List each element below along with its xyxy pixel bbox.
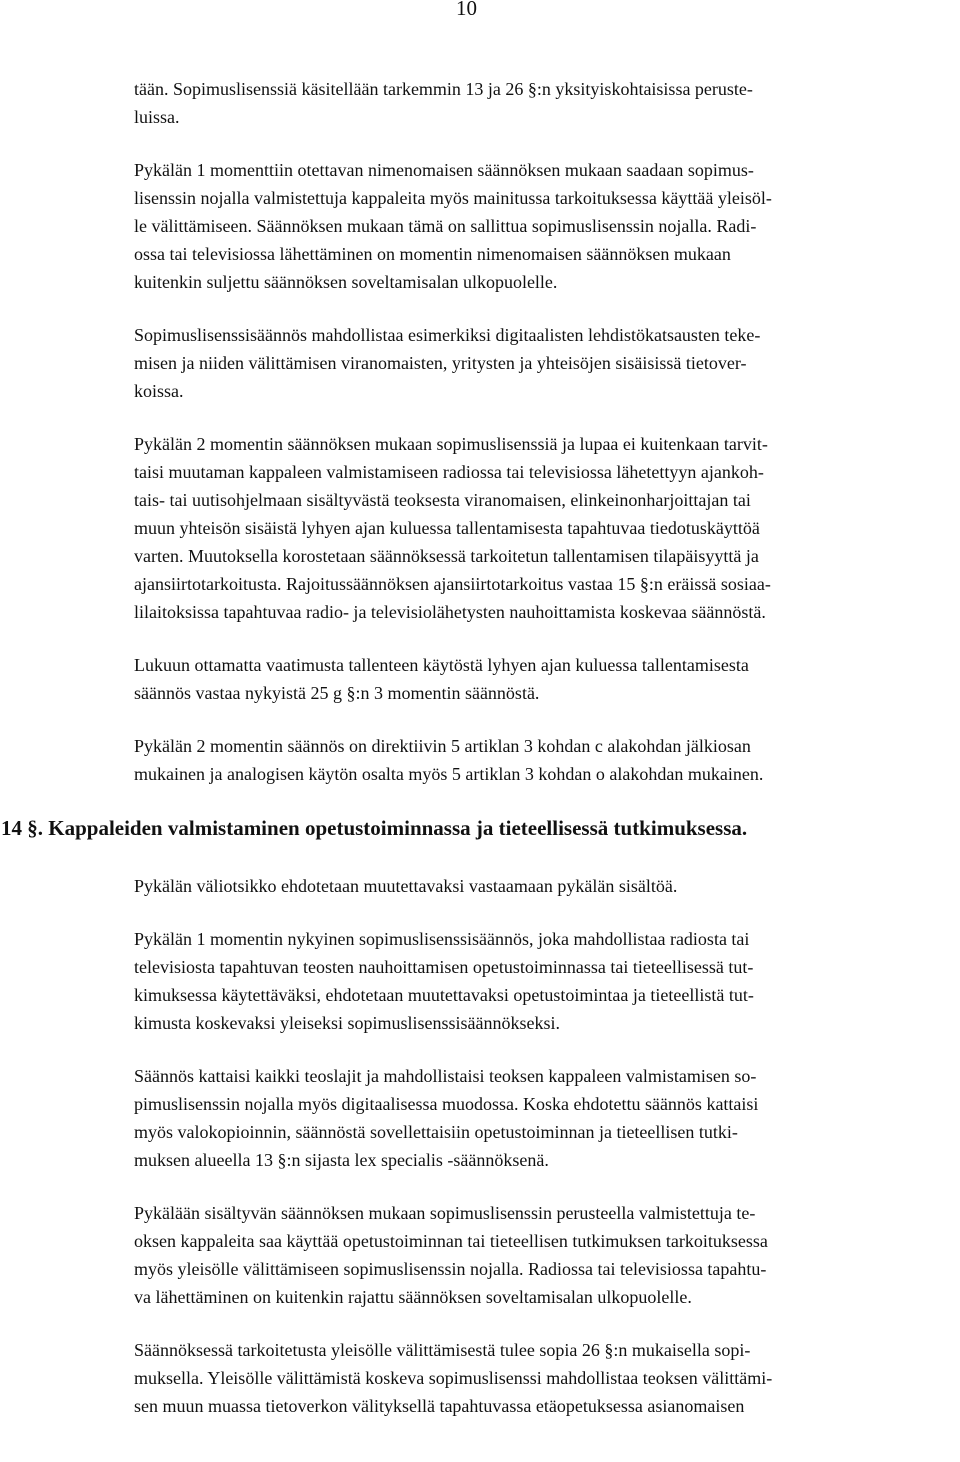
text-line: sen muun muassa tietoverkon välityksellä tapahtuvassa etäopetuksessa asianomaisen (134, 1396, 745, 1416)
paragraph (134, 321, 924, 405)
text-line: Pykälän 1 momentin nykyinen sopimuslisenssisäännös, joka mahdollistaa radiosta tai (134, 929, 750, 949)
text-line: koissa. (134, 381, 184, 401)
text-line: Pykälän 2 momentin säännöksen mukaan sopimuslisenssiä ja lupaa ei kuitenkaan tarvit- (134, 434, 768, 454)
text-line: ossa tai televisiossa lähettäminen on momentin nimenomaisen säännöksen mukaan (134, 244, 731, 264)
text-line: luissa. (134, 107, 180, 127)
paragraph (134, 156, 924, 296)
text-line: misen ja niiden välittämisen viranomaisten, yritysten ja yhteisöjen sisäisissä tietover- (134, 353, 747, 373)
text-line: Pykälän väliotsikko ehdotetaan muutettavaksi vastaamaan pykälän sisältöä. (134, 876, 678, 896)
text-line: le välittämiseen. Säännöksen mukaan tämä on sallittua sopimuslisenssin nojalla. Radi- (134, 216, 757, 236)
text-line: va lähettäminen on kuitenkin rajattu säännöksen soveltamisalan ulkopuolelle. (134, 1287, 692, 1307)
text-line: tään. Sopimuslisenssiä käsitellään tarkemmin 13 ja 26 §:n yksityiskohtaisissa peruste- (134, 79, 753, 99)
document-body (1, 75, 924, 1420)
paragraph (134, 430, 924, 626)
paragraph (134, 925, 924, 1037)
text-line: muksella. Yleisölle välittämistä koskeva sopimuslisenssi mahdollistaa teoksen välittämi- (134, 1368, 773, 1388)
text-line: taisi muutaman kappaleen valmistamiseen radiossa tai televisiossa lähetettyyn ajankoh- (134, 462, 764, 482)
paragraph (134, 1199, 924, 1311)
paragraph (134, 732, 924, 788)
text-line: varten. Muutoksella korostetaan säännöksessä tarkoitetun tallentamisen tilapäisyyttä ja (134, 546, 759, 566)
paragraph (134, 75, 924, 131)
text-line: oksen kappaleita saa käyttää opetustoiminnan tai tieteellisen tutkimuksen tarkoituksessa (134, 1231, 768, 1251)
text-line: muun yhteisön sisäistä lyhyen ajan kuluessa tallentamisesta tapahtuvaa tiedotuskäyttöä (134, 518, 760, 538)
text-line: kuitenkin suljettu säännöksen soveltamisalan ulkopuolelle. (134, 272, 558, 292)
text-line: lisenssin nojalla valmistettuja kappaleita myös mainitussa tarkoituksessa käyttää yleisöl- (134, 188, 772, 208)
text-line: televisiosta tapahtuvan teosten nauhoittamisen opetustoiminnassa tai tieteellisessä tut- (134, 957, 754, 977)
text-line: Säännöksessä tarkoitetusta yleisölle välittämisestä tulee sopia 26 §:n mukaisella sopi- (134, 1340, 751, 1360)
paragraph (134, 1336, 924, 1420)
text-line: säännös vastaa nykyistä 25 g §:n 3 momentin säännöstä. (134, 683, 540, 703)
text-line: kimuksessa käytettäväksi, ehdotetaan muutettavaksi opetustoimintaa ja tieteellistä tut- (134, 985, 754, 1005)
text-line: mukainen ja analogisen käytön osalta myös 5 artiklan 3 kohdan o alakohdan mukainen. (134, 764, 764, 784)
text-line: ajansiirtotarkoitusta. Rajoitussäännöksen ajansiirtotarkoitus vastaa 15 §:n eräissä sosiaa- (134, 574, 771, 594)
text-line: Lukuun ottamatta vaatimusta tallenteen käytöstä lyhyen ajan kuluessa tallentamisesta (134, 655, 749, 675)
text-line: lilaitoksissa tapahtuvaa radio- ja televisiolähetysten nauhoittamista koskevaa säännöstä. (134, 602, 766, 622)
text-line: Pykälän 2 momentin säännös on direktiivin 5 artiklan 3 kohdan c alakohdan jälkiosan (134, 736, 751, 756)
text-line: Pykälään sisältyvän säännöksen mukaan sopimuslisenssin perusteella valmistettuja te- (134, 1203, 756, 1223)
text-line: kimusta koskevaksi yleiseksi sopimuslisenssisäännökseksi. (134, 1013, 560, 1033)
text-line: tais- tai uutisohjelmaan sisältyvästä teoksesta viranomaisen, elinkeinonharjoittajan tai (134, 490, 751, 510)
paragraph (134, 651, 924, 707)
page-number: 10 (456, 0, 477, 20)
text-line: myös yleisölle välittämiseen sopimuslisenssin nojalla. Radiossa tai televisiossa tapahtu- (134, 1259, 767, 1279)
text-line: Säännös kattaisi kaikki teoslajit ja mahdollistaisi teoksen kappaleen valmistamisen so- (134, 1066, 757, 1086)
paragraph (134, 872, 924, 900)
paragraph (134, 1062, 924, 1174)
text-line: pimuslisenssin nojalla myös digitaalisessa muodossa. Koska ehdotettu säännös kattaisi (134, 1094, 759, 1114)
text-line: muksen alueella 13 §:n sijasta lex specialis -säännöksenä. (134, 1150, 549, 1170)
text-line: Sopimuslisenssisäännös mahdollistaa esimerkiksi digitaalisten lehdistökatsausten teke- (134, 325, 761, 345)
text-line: myös valokopioinnin, säännöstä sovellettaisiin opetustoiminnan ja tieteellisen tutki- (134, 1122, 738, 1142)
text-line: Pykälän 1 momenttiin otettavan nimenomaisen säännöksen mukaan saadaan sopimus- (134, 160, 754, 180)
section-heading: 14 §. Kappaleiden valmistaminen opetustoiminnassa ja tieteellisessä tutkimuksessa. (1, 816, 748, 840)
